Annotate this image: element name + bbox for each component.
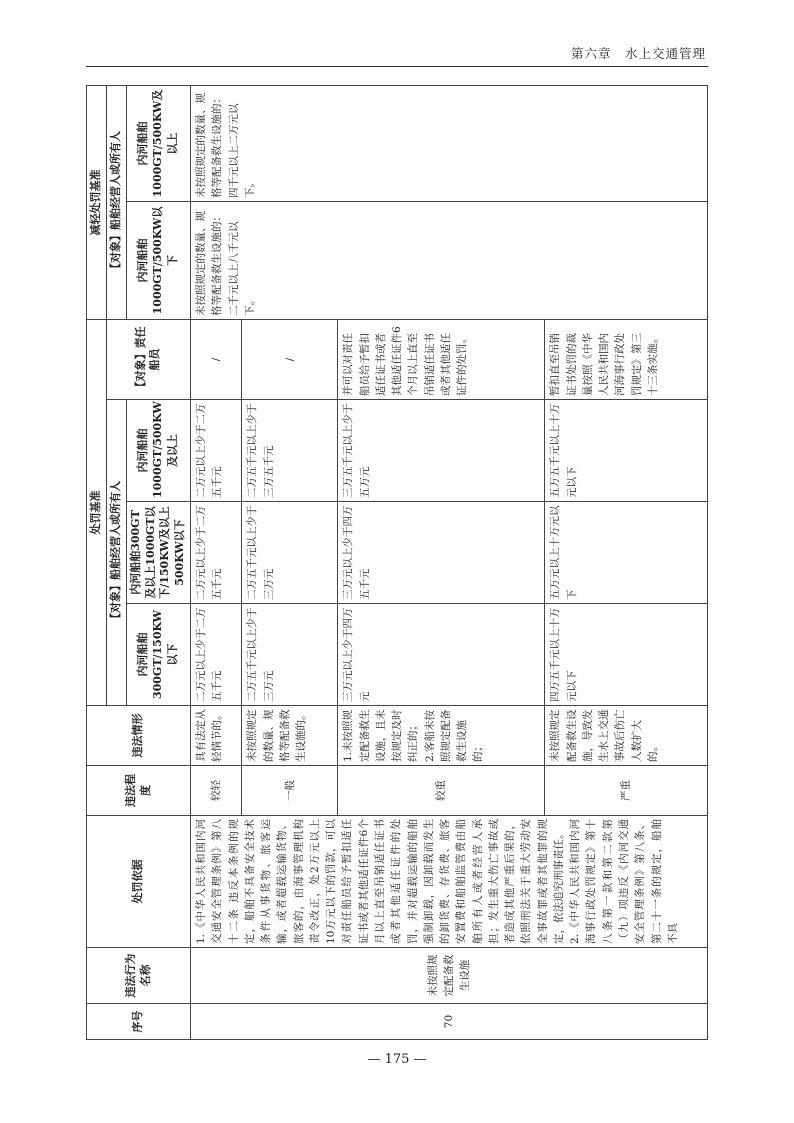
circumstance-cell: 具有法定从轻情节的。 bbox=[191, 706, 242, 766]
seq-cell: 70 bbox=[191, 1004, 708, 1040]
crew-cell: / bbox=[242, 320, 338, 400]
penalty-standard-table bbox=[86, 85, 708, 1040]
large-cell: 三万五千元以上少于五万元 bbox=[338, 400, 545, 502]
mid-cell: 五万元以上十万元以下 bbox=[545, 502, 708, 604]
col-seq: 序号 bbox=[87, 1004, 191, 1040]
small-cell: 二万元以上少于二万五千元 bbox=[191, 604, 242, 706]
col-mid: 内河船舶300GT及以上1000GT以下/150KW及以上500KW以下 bbox=[126, 502, 190, 604]
col-reduced: 减轻处罚基准 bbox=[87, 86, 107, 320]
small-cell: 三万元以上少于四万元 bbox=[338, 604, 545, 706]
col-reduced-owner: 【对象】船舶经营人或所有人 bbox=[106, 86, 126, 320]
small-cell: 四万五千元以上十万元以下 bbox=[545, 604, 708, 706]
degree-cell: 较重 bbox=[338, 766, 545, 816]
col-act-name: 违法行为名称 bbox=[87, 948, 191, 1004]
degree-cell: 一般 bbox=[242, 766, 338, 816]
mid-cell: 三万元以上少于四万五千元 bbox=[338, 502, 545, 604]
col-basis: 处罚依据 bbox=[87, 816, 191, 948]
header-rule bbox=[86, 66, 708, 67]
basis-cell: 1.《中华人民共和国内河交通安全管理条例》第八十二条 违反本条例的规定，船舶不具备安全技术条件从事货物、旅客运输，或者超载运输货物、旅客的，由海事管理机构责令改正，处2万元以上10万元以下的罚款，可以对责任船员给予暂扣适任证书或者其他适任证件6个月以上直至吊销适任证书或者其他适任证件的处罚，并对超载运输的船舶强制卸载，因卸载而发生的卸货费、存货费、旅客安置费和船舶监管费由船舶所有人或者经营人承担；发生重大伤亡事故或者造成其他严重后果的，依照刑法关于重大劳动安全事故罪或者其他罪的规定，依法追究刑事责任。 2.《中华人民共和国内河海事行政处罚规定》第十八条第一款和第二款第（九）项违反《内河交通安全管理条例》第八条、第二十一条的规定，船舶不具 bbox=[191, 816, 708, 948]
circumstance-cell: 未按照规定配备救生设施，导致发生水上交通事故后伤亡人数扩大的。 bbox=[545, 706, 708, 766]
col-penalty: 处罚基准 bbox=[87, 320, 107, 706]
crew-cell: 并可以对责任船员给予暂扣适任证书或者其他适任证件6个月以上直至吊销适任证书或者其他适任证件的处罚。 bbox=[338, 320, 545, 400]
rotated-table-container bbox=[86, 86, 708, 1040]
degree-cell: 严重 bbox=[545, 766, 708, 816]
running-head: 第六章 水上交通管理 bbox=[570, 46, 706, 61]
degree-cell: 较轻 bbox=[191, 766, 242, 816]
circumstance-cell: 未按照规定的数量、规格等配备救生设施的。 bbox=[242, 706, 338, 766]
large-cell: 二万五千元以上少于三万五千元 bbox=[242, 400, 338, 502]
page-number: — 175 — bbox=[367, 1052, 427, 1067]
crew-cell: / bbox=[191, 320, 242, 400]
mid-cell: 二万五千元以上少于三万元 bbox=[242, 502, 338, 604]
large-cell: 二万元以上少于二万五千元 bbox=[191, 400, 242, 502]
mid-cell: 二万元以上少于二万五千元 bbox=[191, 502, 242, 604]
reduced-large-cell: 未按照规定的数量、规格等配备救生设施的：四千元以上二万元以下。 bbox=[191, 86, 708, 202]
reduced-small-cell: 未按照规定的数量、规格等配备救生设施的：二千元以上八千元以下。 bbox=[191, 202, 708, 320]
col-penalty-owner: 【对象】船舶经营人或所有人 bbox=[106, 400, 126, 706]
col-small: 内河船舶300GT/150KW以下 bbox=[126, 604, 190, 706]
crew-cell: 暂扣直至吊销证书处罚的裁量按照《中华人民共和国内河海事行政处罚规定》第三十三条实施。 bbox=[545, 320, 708, 400]
col-large: 内河船舶1000GT/500KW及以上 bbox=[126, 400, 190, 502]
col-circumstance: 违法情形 bbox=[87, 706, 191, 766]
large-cell: 五万五千元以上十万元以下 bbox=[545, 400, 708, 502]
col-degree: 违法程度 bbox=[87, 766, 191, 816]
col-reduced-large: 内河船舶1000GT/500KW及以上 bbox=[126, 86, 190, 202]
circumstance-cell: 1.未按照规定配备救生设施，且未按规定及时纠正的； 2.客船未按照规定配备救生设施的； bbox=[338, 706, 545, 766]
table-row bbox=[191, 86, 242, 1040]
act-name-cell: 未按照规定配备救生设施 bbox=[191, 948, 708, 1004]
small-cell: 二万五千元以上少于三万元 bbox=[242, 604, 338, 706]
col-penalty-crew: 【对象】责任船员 bbox=[106, 320, 190, 400]
col-reduced-small: 内河船舶1000GT/500KW以下 bbox=[126, 202, 190, 320]
header-row-1 bbox=[87, 86, 107, 1040]
